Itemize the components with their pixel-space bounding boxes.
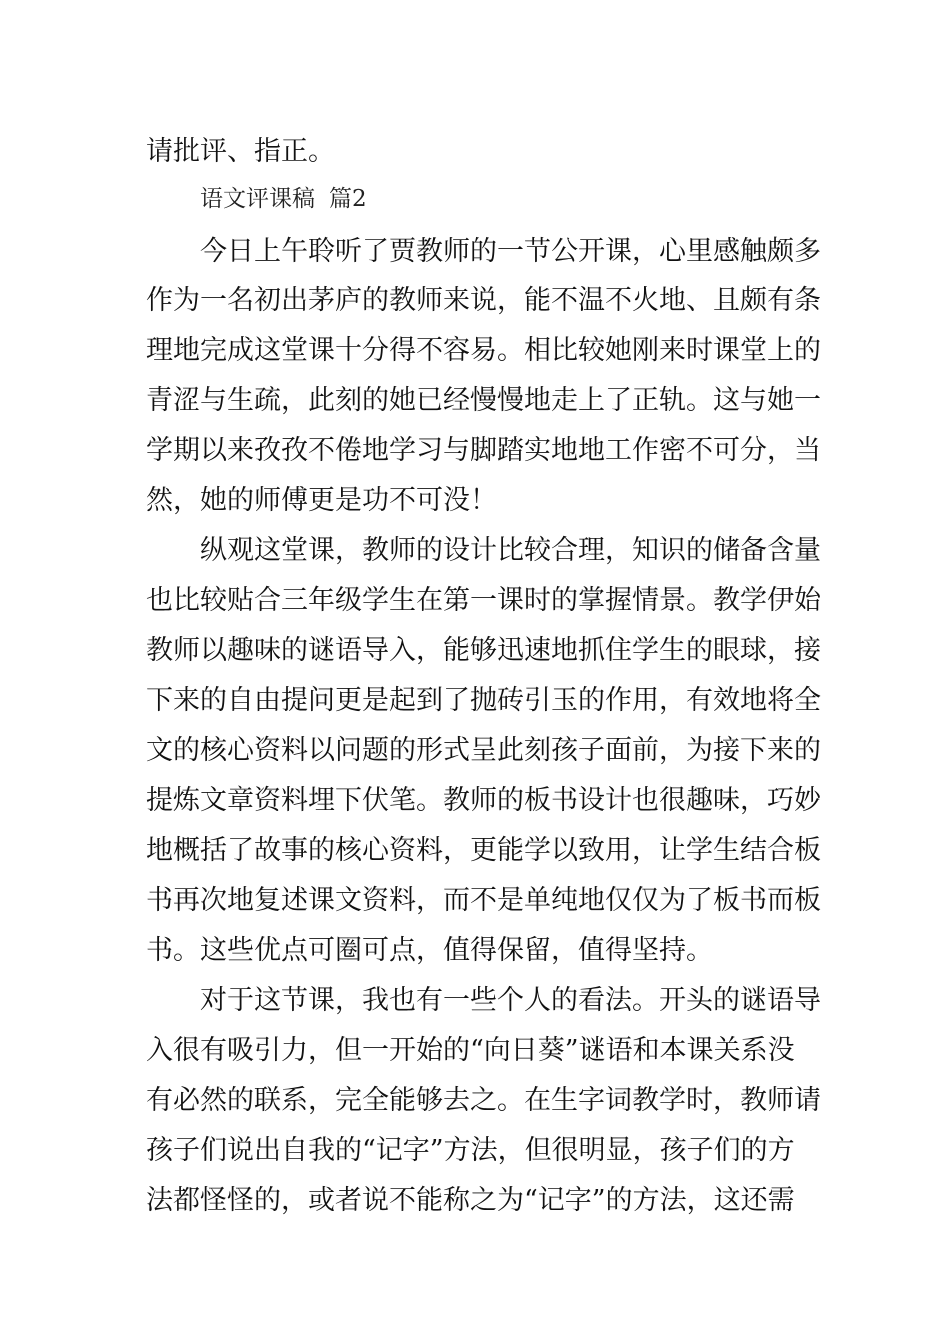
text-line: 作为一名初出茅庐的教师来说，能不温不火地、且颇有条 <box>146 285 821 316</box>
section-number: 篇2 <box>329 186 367 212</box>
section-heading <box>200 182 367 216</box>
text-line: 今日上午聆听了贾教师的一节公开课，心里感触颇多 <box>200 236 821 267</box>
text-line: 理地完成这堂课十分得不容易。相比较她刚来时课堂上的 <box>146 335 821 366</box>
text-line: 然，她的师傅更是功不可没！ <box>146 485 497 516</box>
text-line: 孩子们说出自我的“记字”方法，但很明显，孩子们的方 <box>146 1135 795 1166</box>
text-line: 地概括了故事的核心资料，更能学以致用，让学生结合板 <box>146 835 821 866</box>
text-line: 书再次地复述课文资料，而不是单纯地仅仅为了板书而板 <box>146 885 821 916</box>
text-line: 提炼文章资料埋下伏笔。教师的板书设计也很趣味，巧妙 <box>146 785 821 816</box>
section-title: 语文评课稿 <box>200 186 315 212</box>
text-line: 纵观这堂课，教师的设计比较合理，知识的储备含量 <box>200 535 821 566</box>
text-line: 学期以来孜孜不倦地学习与脚踏实地地工作密不可分，当 <box>146 435 821 466</box>
text-line: 书。这些优点可圈可点，值得保留，值得坚持。 <box>146 935 713 966</box>
text-line: 也比较贴合三年级学生在第一课时的掌握情景。教学伊始 <box>146 585 821 616</box>
text-line: 有必然的联系，完全能够去之。在生字词教学时，教师请 <box>146 1085 821 1116</box>
text-line: 下来的自由提问更是起到了抛砖引玉的作用，有效地将全 <box>146 685 821 716</box>
text-line: 对于这节课，我也有一些个人的看法。开头的谜语导 <box>200 985 821 1016</box>
text-line: 青涩与生疏，此刻的她已经慢慢地走上了正轨。这与她一 <box>146 385 821 416</box>
text-line: 教师以趣味的谜语导入，能够迅速地抓住学生的眼球，接 <box>146 635 821 666</box>
lead-line: 请批评、指正。 <box>146 136 335 167</box>
text-line: 入很有吸引力，但一开始的“向日葵”谜语和本课关系没 <box>146 1035 795 1066</box>
text-line: 法都怪怪的，或者说不能称之为“记字”的方法，这还需 <box>146 1185 795 1216</box>
text-line: 文的核心资料以问题的形式呈此刻孩子面前，为接下来的 <box>146 735 821 766</box>
